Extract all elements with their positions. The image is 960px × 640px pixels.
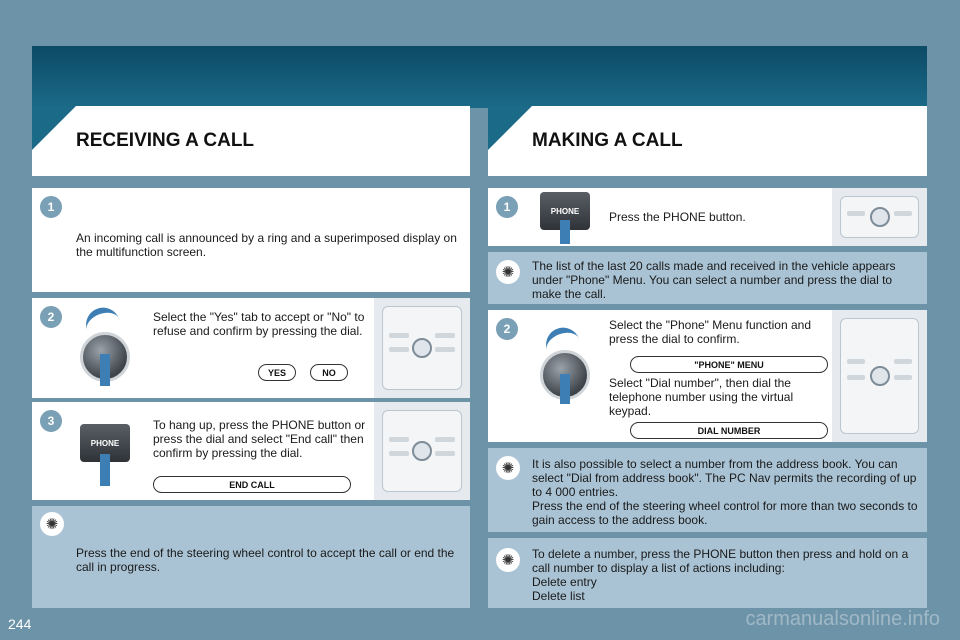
receive-step1-text: An incoming call is announced by a ring and a superimposed display on the multifunction screen. [76, 231, 457, 259]
make-step2-text-b: Select "Dial number", then dial the telephone number using the virtual keypad. [609, 376, 794, 418]
step-badge-1: 1 [38, 194, 64, 220]
no-button[interactable]: NO [310, 364, 348, 381]
phone-key-icon: PHONE [80, 424, 130, 462]
tip-icon: ✺ [496, 260, 520, 284]
radio-unit-icon [374, 402, 470, 500]
tip-icon: ✺ [40, 512, 64, 536]
press-arrow-icon [560, 374, 570, 404]
watermark: carmanualsonline.info [745, 608, 940, 630]
end-call-button[interactable]: END CALL [153, 476, 351, 493]
make-step1-panel [488, 188, 927, 246]
header-banner [32, 46, 927, 108]
make-step2-panel [488, 310, 927, 442]
phone-menu-button[interactable]: "PHONE" MENU [630, 356, 828, 373]
make-tip3-text: To delete a number, press the PHONE button then press and hold on a call number to display a list of actions including: Delete entry Delete list [532, 547, 909, 603]
press-arrow-icon [560, 220, 570, 244]
receive-tip-text: Press the end of the steering wheel control to accept the call or end the call in progress. [76, 546, 455, 574]
make-tip2-panel [488, 448, 927, 532]
step-badge-2: 2 [38, 304, 64, 330]
step-badge-1: 1 [494, 194, 520, 220]
receive-step1-panel [32, 188, 470, 292]
make-step2-text: Select the "Phone" Menu function and press the dial to confirm. [609, 318, 811, 346]
make-step1-text: Press the PHONE button. [609, 210, 746, 224]
step-badge-2: 2 [494, 316, 520, 342]
page-number: 244 [8, 616, 32, 632]
press-arrow-icon [100, 454, 110, 486]
tip-icon: ✺ [496, 548, 520, 572]
tip-icon: ✺ [496, 456, 520, 480]
make-tip1-panel [488, 252, 927, 304]
radio-unit-icon [832, 188, 927, 246]
making-call-header [488, 106, 927, 176]
yes-button[interactable]: YES [258, 364, 296, 381]
making-call-title: MAKING A CALL [532, 130, 683, 151]
receive-step3-text: To hang up, press the PHONE button or press the dial and select "End call" then confirm by pressing the dial. [153, 418, 366, 460]
radio-unit-icon [374, 298, 470, 398]
receiving-call-title: RECEIVING A CALL [76, 130, 255, 151]
receive-step3-panel [32, 402, 470, 500]
receive-step2-panel [32, 298, 470, 398]
receiving-call-header [32, 106, 470, 176]
phone-key-icon: PHONE [540, 192, 590, 230]
press-arrow-icon [100, 354, 110, 386]
dial-number-button[interactable]: DIAL NUMBER [630, 422, 828, 439]
make-tip3-panel [488, 538, 927, 608]
step-badge-3: 3 [38, 408, 64, 434]
rotate-arrow-icon [81, 303, 120, 335]
radio-unit-icon [832, 310, 927, 442]
receive-tip-panel [32, 506, 470, 608]
receive-step2-text: Select the "Yes" tab to accept or "No" to refuse and confirm by pressing the dial. [153, 310, 365, 338]
make-tip2-text: It is also possible to select a number from the address book. You can select "Dial from address book". The PC Nav permits the recording of up to 4 000 entries. Press the end of the steering wheel control for more than two seconds to gain access to the address book. [532, 457, 918, 527]
make-tip1-text: The list of the last 20 calls made and received in the vehicle appears under "Phone" Menu. You can select a number and press the dial to make the call. [532, 259, 896, 301]
